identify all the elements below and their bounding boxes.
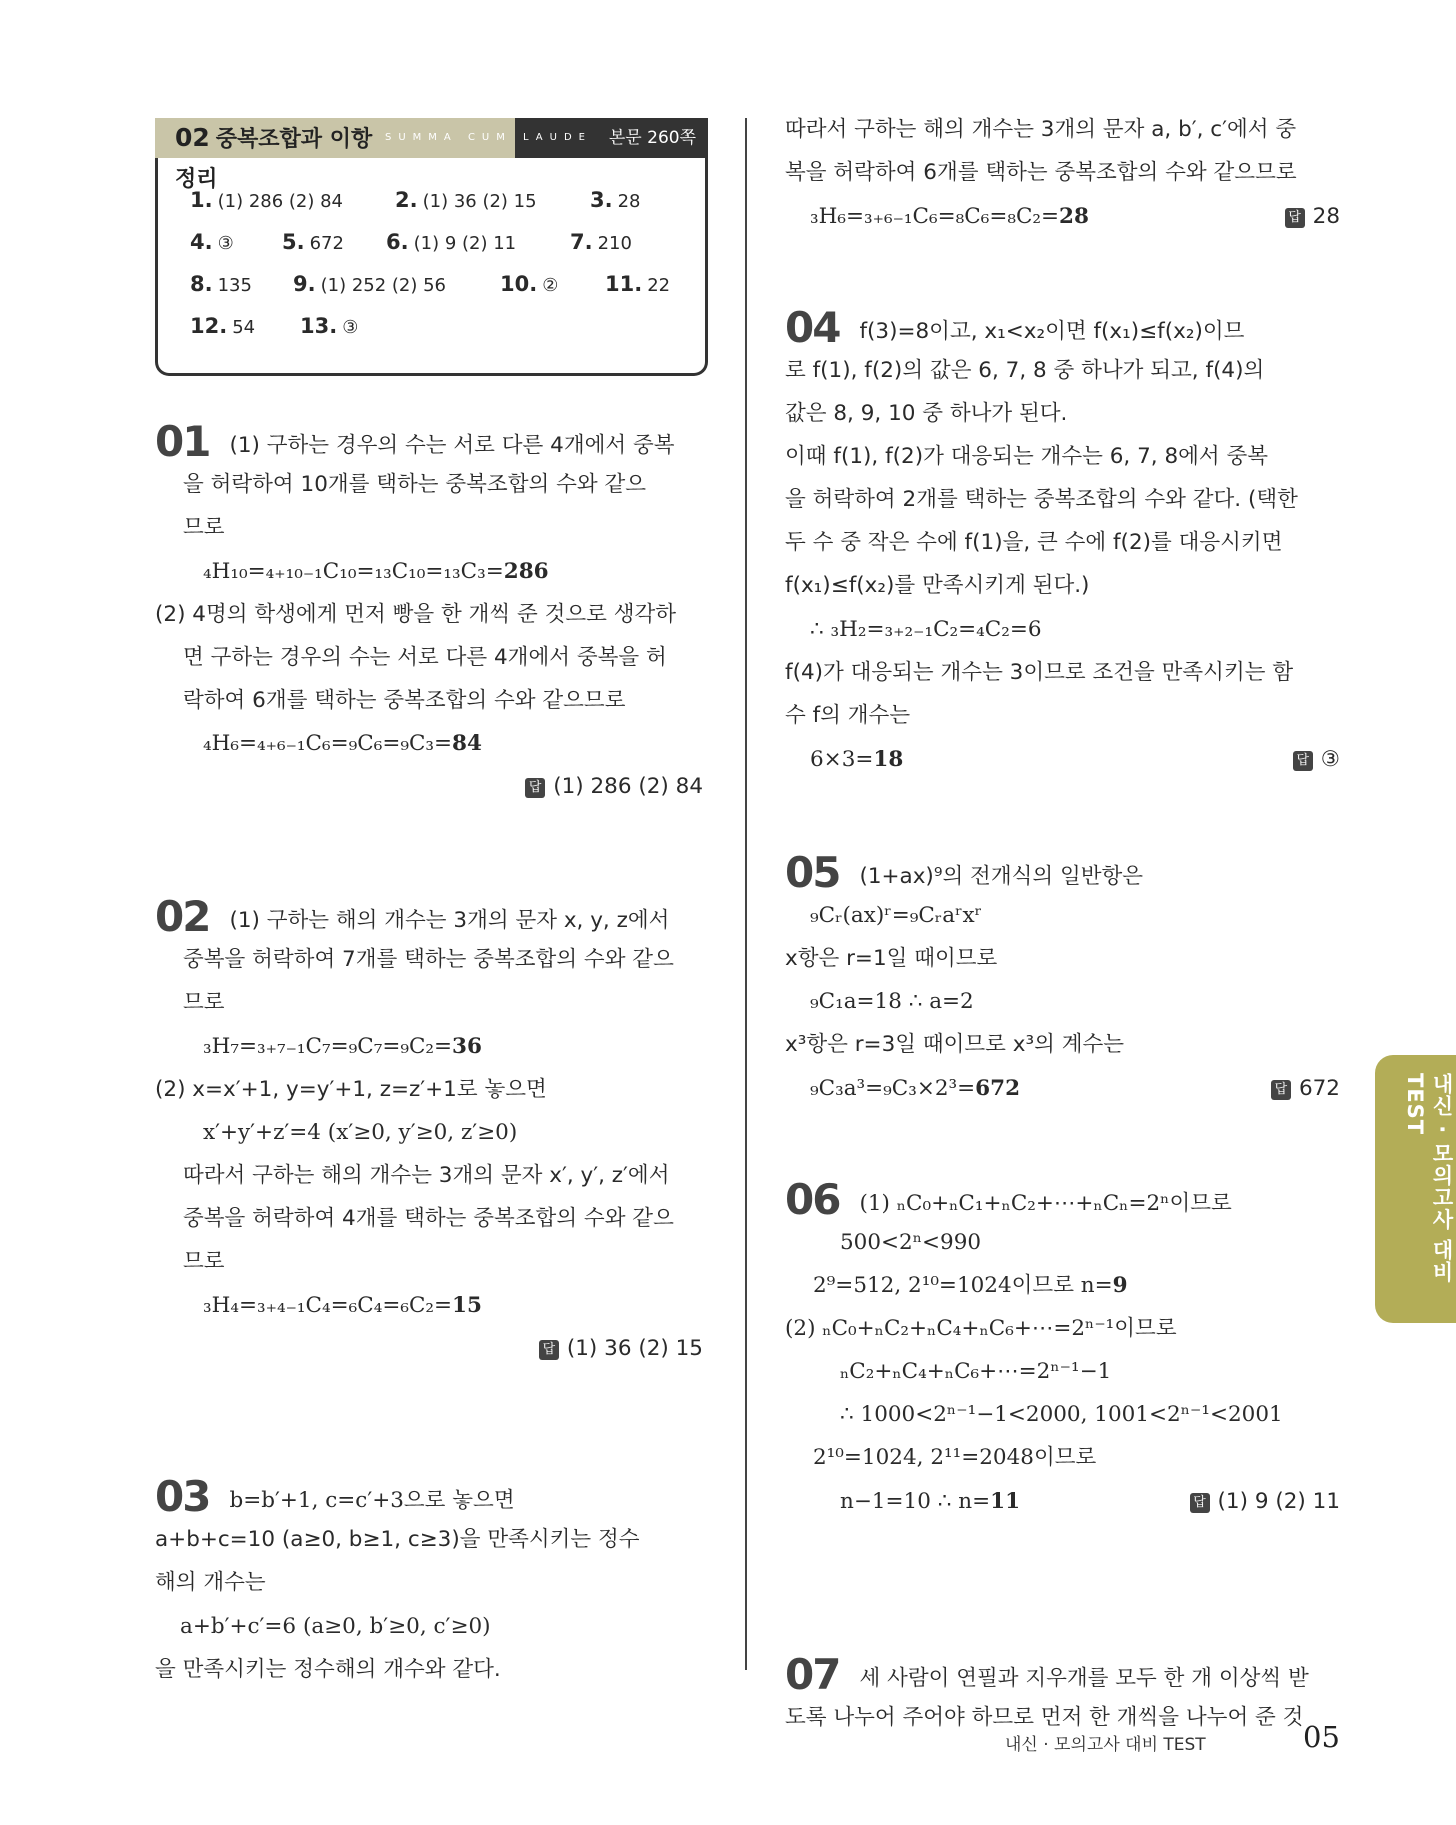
formula: ₉C₁a=18 ∴ a=2 xyxy=(810,989,974,1014)
answer-value: (1) 9 (2) 11 xyxy=(413,233,517,254)
formula: 2¹⁰=1024, 2¹¹=2048이므로 xyxy=(813,1445,1097,1470)
solution-text: 값은 8, 9, 10 중 하나가 된다. xyxy=(785,401,1068,426)
formula-result: 36 xyxy=(452,1034,482,1059)
solution-text: f(4)가 대응되는 개수는 3이므로 조건을 만족시키는 함 xyxy=(785,660,1294,685)
answer-number: 5. xyxy=(282,230,305,254)
solution-text: 을 만족시키는 정수해의 개수와 같다. xyxy=(155,1657,501,1682)
side-tab xyxy=(1375,1055,1456,1323)
side-tab-label: 내신 · 모의고사 대비 TEST xyxy=(1403,1073,1454,1283)
final-answer: (1) 9 (2) 11 xyxy=(1217,1489,1340,1514)
answer-number: 7. xyxy=(570,230,593,254)
solution-text: f(x₁)≤f(x₂)를 만족시키게 된다.) xyxy=(785,573,1090,598)
formula-result: 84 xyxy=(452,731,482,756)
brand-label-1: SUMMA CUM xyxy=(385,118,515,158)
formula: ₄H₁₀=₄₊₁₀₋₁C₁₀=₁₃C₁₀=₁₃C₃= xyxy=(203,559,504,584)
solution-text: 따라서 구하는 해의 개수는 3개의 문자 x′, y′, z′에서 xyxy=(183,1163,670,1188)
section-title-text: 중복조합과 이항정리 xyxy=(175,127,373,192)
answer-icon: 답 xyxy=(1293,751,1313,771)
answer-value: ② xyxy=(542,275,559,296)
final-answer: (1) 286 (2) 84 xyxy=(553,774,703,799)
formula: a+b′+c′=6 (a≥0, b′≥0, c′≥0) xyxy=(180,1614,491,1639)
answer-icon: 답 xyxy=(1271,1080,1291,1100)
brand-label-2 xyxy=(515,118,708,158)
answer-value: (1) 252 (2) 56 xyxy=(320,275,447,296)
problem-number: 05 xyxy=(785,848,840,897)
answer-value: ③ xyxy=(342,317,359,338)
solution-text: 세 사람이 연필과 지우개를 모두 한 개 이상씩 받 xyxy=(859,1666,1309,1691)
final-answer: (1) 36 (2) 15 xyxy=(566,1336,703,1361)
answer-value: 28 xyxy=(617,191,641,212)
answer-icon: 답 xyxy=(539,1340,559,1360)
formula: (1) ₙC₀+ₙC₁+ₙC₂+⋯+ₙCₙ=2ⁿ이므로 xyxy=(859,1191,1232,1216)
solution-text: 면 구하는 경우의 수는 서로 다른 4개에서 중복을 허 xyxy=(183,645,667,670)
formula: n−1=10 ∴ n= xyxy=(840,1489,991,1514)
solution-text: 수 f의 개수는 xyxy=(785,703,911,728)
formula-result: 9 xyxy=(1112,1273,1128,1298)
final-answer: 28 xyxy=(1312,204,1340,229)
solution-text: 중복을 허락하여 4개를 택하는 중복조합의 수와 같으 xyxy=(183,1206,674,1231)
formula: (2) ₙC₀+ₙC₂+ₙC₄+ₙC₆+⋯=2ⁿ⁻¹이므로 xyxy=(785,1316,1177,1341)
formula: 6×3= xyxy=(810,747,874,772)
formula-result: 672 xyxy=(975,1076,1021,1101)
answer-value: 672 xyxy=(309,233,344,254)
answer-value: 54 xyxy=(232,317,256,338)
formula: 500<2ⁿ<990 xyxy=(840,1230,982,1255)
section-number: 02 xyxy=(175,123,210,152)
formula: ∴ ₃H₂=₃₊₂₋₁C₂=₄C₂=6 xyxy=(810,617,1042,642)
problem-number: 03 xyxy=(155,1472,210,1521)
solution-text: (2) x=x′+1, y=y′+1, z=z′+1로 놓으면 xyxy=(155,1077,547,1102)
answer-number: 8. xyxy=(190,272,213,296)
page-reference: 본문 260쪽 xyxy=(608,128,696,148)
answer-value: 22 xyxy=(647,275,671,296)
solution-text: 해의 개수는 xyxy=(155,1570,266,1595)
solution-text: 므로 xyxy=(183,990,225,1015)
formula: 2⁹=512, 2¹⁰=1024이므로 n= xyxy=(813,1273,1113,1298)
solution-text: f(3)=8이고, x₁<x₂이면 f(x₁)≤f(x₂)이므 xyxy=(859,319,1245,344)
formula: ∴ 1000<2ⁿ⁻¹−1<2000, 1001<2ⁿ⁻¹<2001 xyxy=(840,1402,1283,1427)
formula: ₉Cᵣ(ax)ʳ=₉Cᵣaʳxʳ xyxy=(810,903,983,928)
column-divider xyxy=(745,118,747,1670)
formula-result: 15 xyxy=(452,1293,482,1318)
answer-number: 4. xyxy=(190,230,213,254)
answer-value: ③ xyxy=(217,233,234,254)
final-answer: 672 xyxy=(1298,1076,1340,1101)
solution-text: 이때 f(1), f(2)가 대응되는 개수는 6, 7, 8에서 중복 xyxy=(785,444,1269,469)
solution-text: x항은 r=1일 때이므로 xyxy=(785,946,998,971)
final-answer: ③ xyxy=(1320,747,1340,772)
solution-text: 복을 허락하여 6개를 택하는 중복조합의 수와 같으므로 xyxy=(785,160,1297,185)
solution-text: (1) 구하는 해의 개수는 3개의 문자 x, y, z에서 xyxy=(229,908,670,933)
solution-text: 을 허락하여 10개를 택하는 중복조합의 수와 같으 xyxy=(183,472,646,497)
solution-text: 따라서 구하는 해의 개수는 3개의 문자 a, b′, c′에서 중 xyxy=(785,117,1297,142)
solution-text: (1+ax)⁹의 전개식의 일반항은 xyxy=(859,864,1144,889)
solution-text: 도록 나누어 주어야 하므로 먼저 한 개씩을 나누어 준 것 xyxy=(785,1705,1304,1730)
answer-value: (1) 286 (2) 84 xyxy=(217,191,344,212)
solution-text: 을 허락하여 2개를 택하는 중복조합의 수와 같다. (택한 xyxy=(785,487,1298,512)
answer-number: 6. xyxy=(386,230,409,254)
answer-icon: 답 xyxy=(1190,1493,1210,1513)
footer-title: 내신 · 모의고사 대비 TEST xyxy=(1005,1735,1206,1755)
problem-number: 02 xyxy=(155,892,210,941)
formula: ₄H₆=₄₊₆₋₁C₆=₉C₆=₉C₃= xyxy=(203,731,453,756)
answer-value: 135 xyxy=(217,275,252,296)
answer-number: 11. xyxy=(605,272,643,296)
answer-icon: 답 xyxy=(1285,208,1305,228)
formula: ₃H₄=₃₊₄₋₁C₄=₆C₄=₆C₂= xyxy=(203,1293,453,1318)
answer-value: 210 xyxy=(597,233,632,254)
section-title xyxy=(155,118,385,192)
answer-number: 13. xyxy=(300,314,338,338)
solution-text: b=b′+1, c=c′+3으로 놓으면 xyxy=(229,1488,515,1513)
solution-text: (2) 4명의 학생에게 먼저 빵을 한 개씩 준 것으로 생각하 xyxy=(155,602,677,627)
solution-text: (1) 구하는 경우의 수는 서로 다른 4개에서 중복 xyxy=(229,433,675,458)
problem-number: 06 xyxy=(785,1175,840,1224)
problem-number: 07 xyxy=(785,1650,840,1699)
answer-number: 9. xyxy=(293,272,316,296)
formula: ₙC₂+ₙC₄+ₙC₆+⋯=2ⁿ⁻¹−1 xyxy=(840,1359,1112,1384)
answer-number: 12. xyxy=(190,314,228,338)
answer-number: 10. xyxy=(500,272,538,296)
brand-label-2-text: LAUDE xyxy=(523,132,592,143)
solution-text: 므로 xyxy=(183,1249,225,1274)
answer-number: 1. xyxy=(190,188,213,212)
answer-number: 3. xyxy=(590,188,613,212)
page-number: 05 xyxy=(1303,1720,1340,1754)
answer-value: (1) 36 (2) 15 xyxy=(422,191,537,212)
solution-text: 두 수 중 작은 수에 f(1)을, 큰 수에 f(2)를 대응시키면 xyxy=(785,530,1283,555)
formula: ₃H₇=₃₊₇₋₁C₇=₉C₇=₉C₂= xyxy=(203,1034,453,1059)
answer-number: 2. xyxy=(395,188,418,212)
solution-text: 중복을 허락하여 7개를 택하는 중복조합의 수와 같으 xyxy=(183,947,674,972)
problem-number: 04 xyxy=(785,303,840,352)
solution-text: 므로 xyxy=(183,515,225,540)
problem-number: 01 xyxy=(155,417,210,466)
answer-box-header xyxy=(155,118,708,192)
formula-result: 18 xyxy=(873,747,904,772)
formula-result: 28 xyxy=(1059,204,1089,229)
answer-icon: 답 xyxy=(525,778,545,798)
solution-text: x³항은 r=3일 때이므로 x³의 계수는 xyxy=(785,1032,1125,1057)
left-column xyxy=(155,118,705,1682)
formula-result: 286 xyxy=(503,559,549,584)
formula: ₉C₃a³=₉C₃×2³= xyxy=(810,1076,976,1101)
solution-text: a+b+c=10 (a≥0, b≥1, c≥3)을 만족시키는 정수 xyxy=(155,1527,640,1552)
formula-result: 11 xyxy=(990,1489,1021,1514)
solution-text: 로 f(1), f(2)의 값은 6, 7, 8 중 하나가 되고, f(4)의 xyxy=(785,358,1265,383)
answer-summary-box xyxy=(155,118,708,376)
solution-text: 락하여 6개를 택하는 중복조합의 수와 같으므로 xyxy=(183,688,626,713)
formula: ₃H₆=₃₊₆₋₁C₆=₈C₆=₈C₂= xyxy=(810,204,1060,229)
formula: x′+y′+z′=4 (x′≥0, y′≥0, z′≥0) xyxy=(203,1120,518,1145)
